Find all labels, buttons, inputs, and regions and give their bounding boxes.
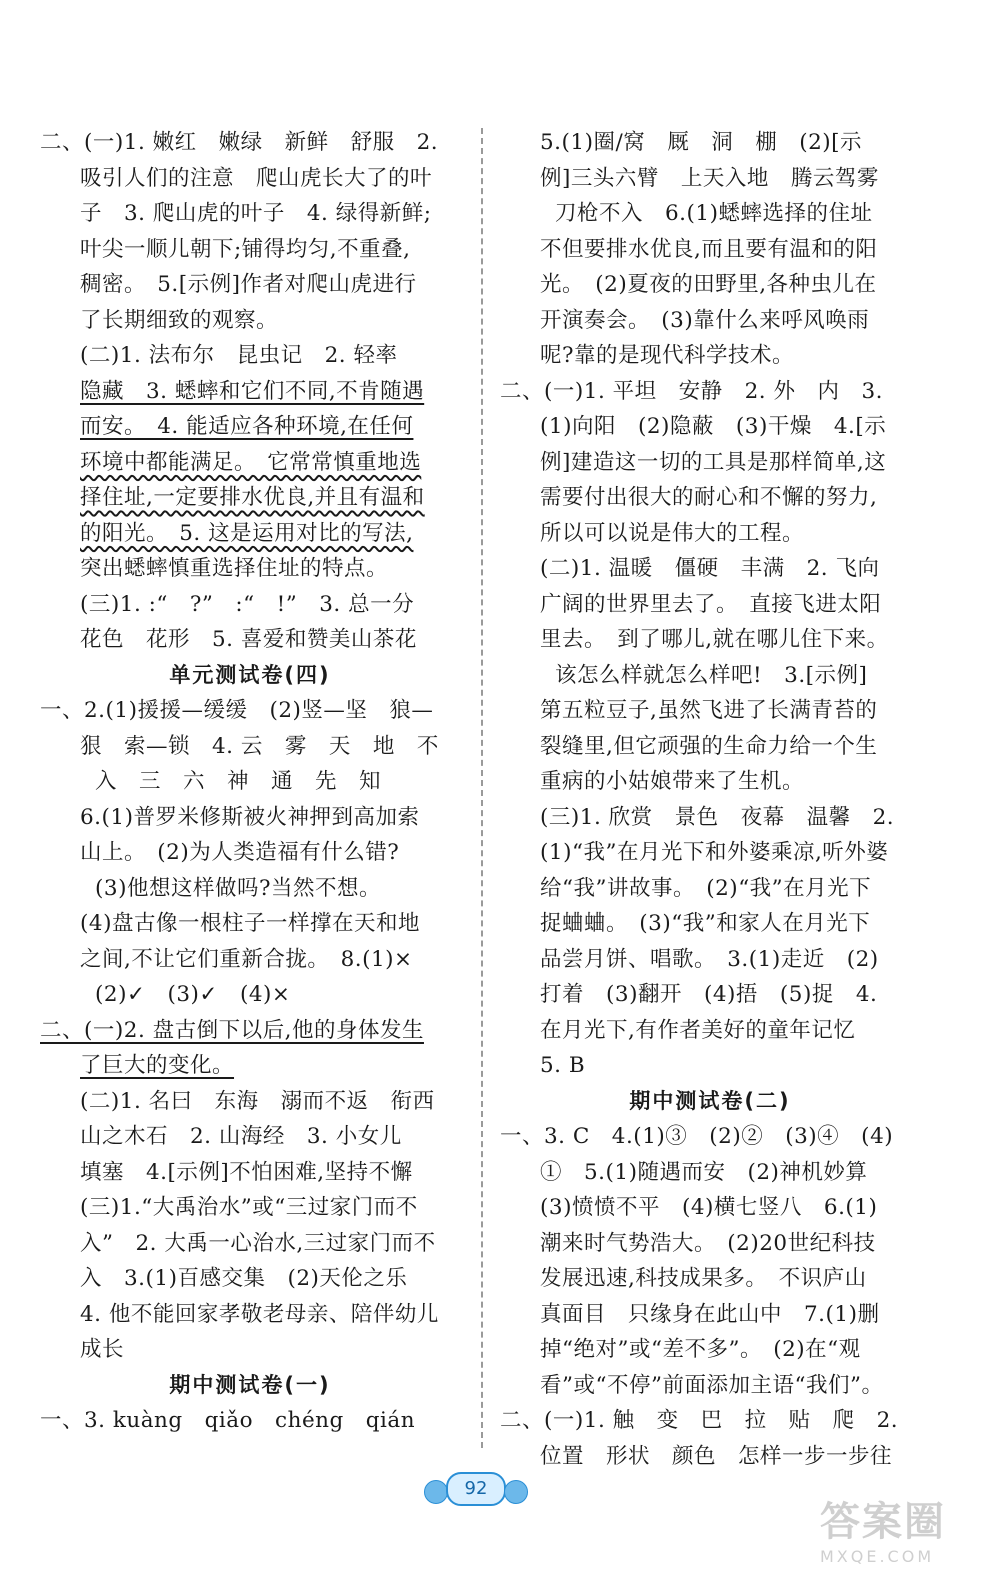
- watermark-logo: [820, 1490, 990, 1580]
- answer-line: 隐藏 3. 蟋蟀和它们不同,不肯随遇: [80, 378, 425, 404]
- answer-line: (三)1. :“ ?” :“ !” 3. 总一分: [80, 591, 415, 617]
- answer-line: 呢?靠的是现代科学技术。: [540, 343, 795, 368]
- answer-line: 例]三头六臂 上天入地 腾云驾雾: [540, 165, 879, 191]
- answer-line: 入 3.(1)百感交集 (2)天伦之乐: [80, 1266, 408, 1291]
- answer-line: ① 5.(1)随遇而安 (2)神机妙算: [540, 1159, 868, 1185]
- answer-line: 刀枪不入 6.(1)蟋蟀选择的住址: [555, 201, 873, 226]
- section-title: 期中测试卷(二): [629, 1088, 791, 1113]
- page-number: 92: [446, 1472, 506, 1506]
- answer-line: 了长期细致的观察。: [80, 307, 279, 333]
- answer-column-left: [40, 125, 460, 1439]
- answer-line: 稠密。 5.[示例]作者对爬山虎进行: [80, 272, 417, 297]
- answer-line: 成长: [80, 1337, 125, 1362]
- answer-line: 需要付出很大的耐心和不懈的努力,: [540, 485, 878, 510]
- answer-line: 在月光下,有作者美好的童年记忆: [540, 1017, 856, 1043]
- answer-line: 看”或“不停”前面添加主语“我们”。: [540, 1372, 884, 1398]
- answer-line: (二)1. 名曰 东海 溺而不返 衔西: [80, 1088, 435, 1114]
- answer-line: 狠 索—锁 4. 云 雾 天 地 不: [80, 733, 439, 759]
- answer-line: 突出蟋蟀慎重选择住址的特点。: [80, 556, 389, 581]
- answer-line: 6.(1)普罗米修斯被火神押到高加索: [80, 804, 420, 830]
- answer-line: 真面目 只缘身在此山中 7.(1)删: [540, 1301, 880, 1327]
- answer-line: 了巨大的变化。: [80, 1053, 235, 1078]
- watermark-domain: MXQE.COM: [820, 1547, 935, 1566]
- section-title: 期中测试卷(一): [169, 1372, 331, 1397]
- answer-line: 不但要排水优良,而且要有温和的阳: [540, 236, 878, 262]
- answer-line: 重病的小姑娘带来了生机。: [540, 769, 805, 794]
- answer-line: 5. B: [540, 1053, 586, 1078]
- column-divider: [481, 128, 483, 1448]
- watermark-brand: 答案圈: [820, 1499, 946, 1545]
- answer-line: 叶尖一顺儿朝下;铺得均匀,不重叠,: [80, 236, 411, 262]
- answer-line: 填塞 4.[示例]不怕困难,坚持不懈: [80, 1159, 413, 1185]
- answer-column-right: [500, 125, 920, 1474]
- answer-line: 品尝月饼、唱歌。 3.(1)走近 (2): [540, 946, 879, 972]
- answer-line: 广阔的世界里去了。 直接飞进太阳: [540, 591, 882, 617]
- answer-line: 打着 (3)翻开 (4)捂 (5)捉 4.: [540, 982, 878, 1007]
- answer-line: 子 3. 爬山虎的叶子 4. 绿得新鲜;: [80, 201, 432, 226]
- answer-line: 4. 他不能回家孝敬老母亲、陪伴幼儿: [80, 1301, 439, 1327]
- answer-line: 掉“绝对”或“差不多”。 (2)在“观: [540, 1337, 861, 1362]
- answer-line: 捉蛐蛐。 (3)“我”和家人在月光下: [540, 911, 871, 936]
- answer-line: 光。 (2)夏夜的田野里,各种虫儿在: [540, 272, 877, 297]
- answer-line: (二)1. 法布尔 昆虫记 2. 轻率: [80, 343, 398, 368]
- answer-line: 环境中都能满足。 它常常慎重地选: [80, 449, 422, 475]
- section-title: 单元测试卷(四): [169, 662, 331, 687]
- answer-line: (1)向阳 (2)隐蔽 (3)干燥 4.[示: [540, 414, 887, 439]
- answer-line: (2)✓ (3)✓ (4)×: [95, 982, 291, 1007]
- answer-line: 给“我”讲故事。 (2)“我”在月光下: [540, 875, 872, 901]
- answer-line: 择住址,一定要排水优良,并且有温和: [80, 485, 425, 510]
- answer-line: (3)愤愤不平 (4)横七竖八 6.(1): [540, 1195, 878, 1220]
- answer-line: (三)1. 欣赏 景色 夜幕 温馨 2.: [540, 804, 895, 830]
- flower-decoration-icon: [424, 1480, 448, 1504]
- answer-line: 里去。 到了哪儿,就在哪儿住下来。: [540, 627, 889, 652]
- answer-line: 山之木石 2. 山海经 3. 小女儿: [80, 1124, 402, 1149]
- answer-line: 一、3. C 4.(1)③ (2)② (3)④ (4): [500, 1124, 894, 1149]
- answer-line: (1)“我”在月光下和外婆乘凉,听外婆: [540, 840, 889, 865]
- answer-line: 的阳光。 5. 这是运用对比的写法,: [80, 520, 414, 546]
- answer-line: 山上。 (2)为人类造福有什么错?: [80, 840, 400, 865]
- answer-line: 入 三 六 神 通 先 知: [95, 769, 382, 794]
- answer-line: 潮来时气势浩大。 (2)20世纪科技: [540, 1230, 876, 1256]
- answer-line: 二、(一)1. 嫩红 嫩绿 新鲜 舒服 2.: [40, 130, 439, 155]
- answer-line: (三)1.“大禹治水”或“三过家门而不: [80, 1195, 418, 1220]
- answer-line: 一、2.(1)援援—缓缓 (2)竖—坚 狼—: [40, 698, 434, 723]
- answer-line: 二、(一)1. 触 变 巴 拉 贴 爬 2.: [500, 1408, 899, 1433]
- answer-line: 二、(一)2. 盘古倒下以后,他的身体发生: [40, 1017, 424, 1043]
- answer-line: 例]建造这一切的工具是那样简单,这: [540, 449, 887, 475]
- answer-line: 位置 形状 颜色 怎样一步一步往: [540, 1443, 893, 1469]
- answer-line: 所以可以说是伟大的工程。: [540, 520, 805, 546]
- answer-line: 吸引人们的注意 爬山虎长大了的叶: [80, 165, 433, 191]
- answer-line: 发展迅速,科技成果多。 不识庐山: [540, 1266, 867, 1291]
- answer-line: 而安。 4. 能适应各种环境,在任何: [80, 414, 414, 439]
- answer-line: 二、(一)1. 平坦 安静 2. 外 内 3.: [500, 378, 883, 404]
- answer-line: 开演奏会。 (3)靠什么来呼风唤雨: [540, 307, 870, 333]
- answer-line: 该怎么样就怎么样吧! 3.[示例]: [555, 662, 868, 688]
- answer-line: (4)盘古像一根柱子一样撑在天和地: [80, 911, 420, 936]
- answer-line: 一、3. kuàng qiǎo chéng qián: [40, 1408, 416, 1433]
- answer-line: 入” 2. 大禹一心治水,三过家门而不: [80, 1230, 436, 1256]
- flower-decoration-icon: [504, 1480, 528, 1504]
- answer-line: 5.(1)圈/窝 厩 洞 棚 (2)[示: [540, 130, 863, 155]
- answer-line: 裂缝里,但它顽强的生命力给一个生: [540, 733, 878, 759]
- answer-line: 之间,不让它们重新合拢。 8.(1)×: [80, 946, 413, 972]
- answer-line: 花色 花形 5. 喜爱和赞美山茶花: [80, 627, 417, 652]
- answer-line: (二)1. 温暖 僵硬 丰满 2. 飞向: [540, 556, 880, 581]
- answer-line: (3)他想这样做吗?当然不想。: [95, 875, 381, 901]
- answer-line: 第五粒豆子,虽然飞进了长满青苔的: [540, 698, 878, 723]
